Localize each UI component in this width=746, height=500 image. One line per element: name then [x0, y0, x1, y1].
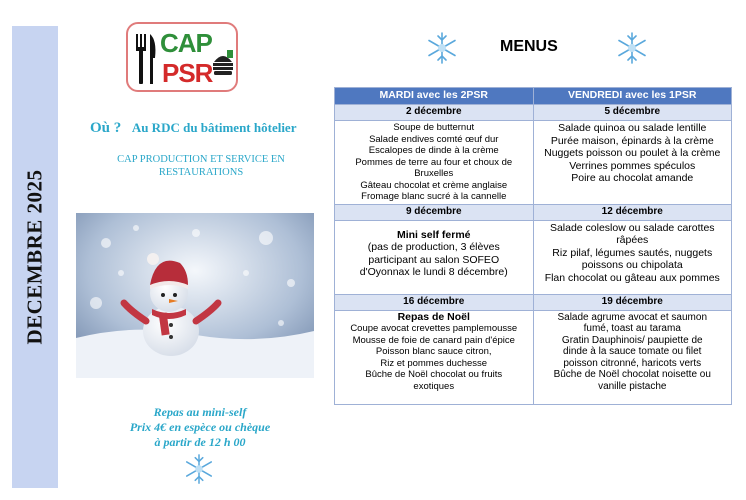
menu-cell: [335, 310, 534, 404]
menu-item: Flan chocolat ou gâteau aux pommes: [544, 271, 720, 284]
menu-item: Salade endives comté œuf dur: [369, 133, 499, 145]
snowflake-icon: [182, 452, 216, 486]
menu-cell: [533, 220, 732, 294]
menu-cell: [533, 310, 732, 404]
menu-item: Escalopes de dinde à la crème: [368, 145, 499, 156]
menu-item: Pommes de terre au four et choux de: [355, 156, 513, 168]
cap-psr-logo: [126, 22, 238, 92]
location-question: Où ?: [90, 120, 122, 136]
menu-item: Bûche de Noël chocolat noisette ou: [553, 369, 711, 380]
table-header-row: [335, 88, 732, 105]
date-cell: 16 décembre: [335, 294, 534, 310]
menu-item: poissons ou chipolata: [581, 259, 683, 271]
menu-item: dinde à la sauce tomate ou filet: [563, 346, 702, 357]
location-answer: Au RDC du bâtiment hôtelier: [131, 120, 297, 135]
menu-item: Riz pilaf, légumes sautés, nuggets: [552, 246, 713, 259]
menu-item: Fromage blanc sucré à la cannelle: [361, 191, 507, 202]
menu-item: Salade coleslow ou salade carottes: [549, 221, 715, 234]
side-band: [12, 26, 58, 488]
snowman-photo: [76, 213, 314, 378]
menu-item: Purée maison, épinards à la crème: [550, 134, 714, 147]
menu-table: [334, 87, 732, 405]
note-line-3: à partir de 12 h 00: [154, 435, 246, 449]
menu-cell: [335, 220, 534, 294]
location-line: [90, 120, 296, 137]
date-cell: 2 décembre: [335, 105, 534, 121]
date-row: [335, 105, 732, 121]
menu-cell: [533, 121, 732, 205]
menu-item: Salade agrume avocat et saumon: [557, 311, 708, 323]
program-name: CAP PRODUCTION ET SERVICE EN RESTAURATIONS: [117, 154, 285, 178]
note-line-2: Prix 4€ en espèce ou chèque: [129, 420, 271, 434]
menus-title: MENUS: [500, 38, 558, 55]
menu-item: Verrines pommes spéculos: [569, 159, 696, 172]
menu-row: [335, 220, 732, 294]
info-note: [100, 405, 300, 450]
menu-item: participant au salon SOFEO: [368, 253, 500, 266]
menu-item: (pas de production, 3 élèves: [367, 241, 500, 253]
menu-row: [335, 310, 732, 404]
menu-item: Salade quinoa ou salade lentille: [558, 122, 707, 134]
snowflake-icon: [614, 30, 650, 66]
menu-item: Bruxelles: [414, 168, 454, 179]
date-cell: 9 décembre: [335, 204, 534, 220]
date-cell: 12 décembre: [533, 204, 732, 220]
logo-psr-text: PSR: [162, 58, 213, 88]
date-cell: 19 décembre: [533, 294, 732, 310]
menu-item: Gâteau chocolat et crème anglaise: [360, 179, 508, 191]
menu-cell: [335, 121, 534, 205]
menu-item: Nuggets poisson ou poulet à la crème: [544, 147, 721, 159]
menu-item: Bûche de Noël chocolat ou fruits: [365, 369, 503, 380]
menu-item: d'Oyonnax le lundi 8 décembre): [359, 266, 508, 278]
burger-icon: [213, 50, 233, 75]
menu-item: Coupe avocat crevettes pamplemousse: [350, 323, 518, 334]
menu-item: Mousse de foie de canard pain d'épice: [352, 334, 515, 346]
date-row: [335, 204, 732, 220]
date-cell: 5 décembre: [533, 105, 732, 121]
menu-item: fumé, toast au tarama: [583, 323, 681, 334]
menu-cell-title: Repas de Noël: [397, 310, 470, 323]
month-title: DECEMBRE 2025: [22, 169, 47, 345]
menu-item: Poisson blanc sauce citron,: [375, 346, 492, 357]
header-friday: VENDREDI avec les 1PSR: [533, 88, 732, 105]
menu-row: [335, 121, 732, 205]
snowflake-icon: [424, 30, 460, 66]
menu-item: râpées: [616, 234, 649, 246]
menu-item: Soupe de butternut: [393, 122, 475, 133]
menu-item: Gratin Dauphinois/ paupiette de: [561, 334, 703, 346]
menu-item: Riz et pommes duchesse: [380, 357, 488, 369]
menu-item: vanille pistache: [598, 380, 667, 392]
menu-item: poisson citronné, haricots verts: [563, 357, 702, 369]
header-tuesday: MARDI avec les 2PSR: [335, 88, 534, 105]
logo-cap-text: CAP: [160, 28, 212, 58]
menu-item: exotiques: [413, 380, 455, 392]
date-row: [335, 294, 732, 310]
menu-cell-title: Mini self fermé: [396, 228, 471, 241]
menu-item: Poire au chocolat amande: [571, 172, 694, 184]
note-line-1: Repas au mini-self: [153, 405, 247, 419]
